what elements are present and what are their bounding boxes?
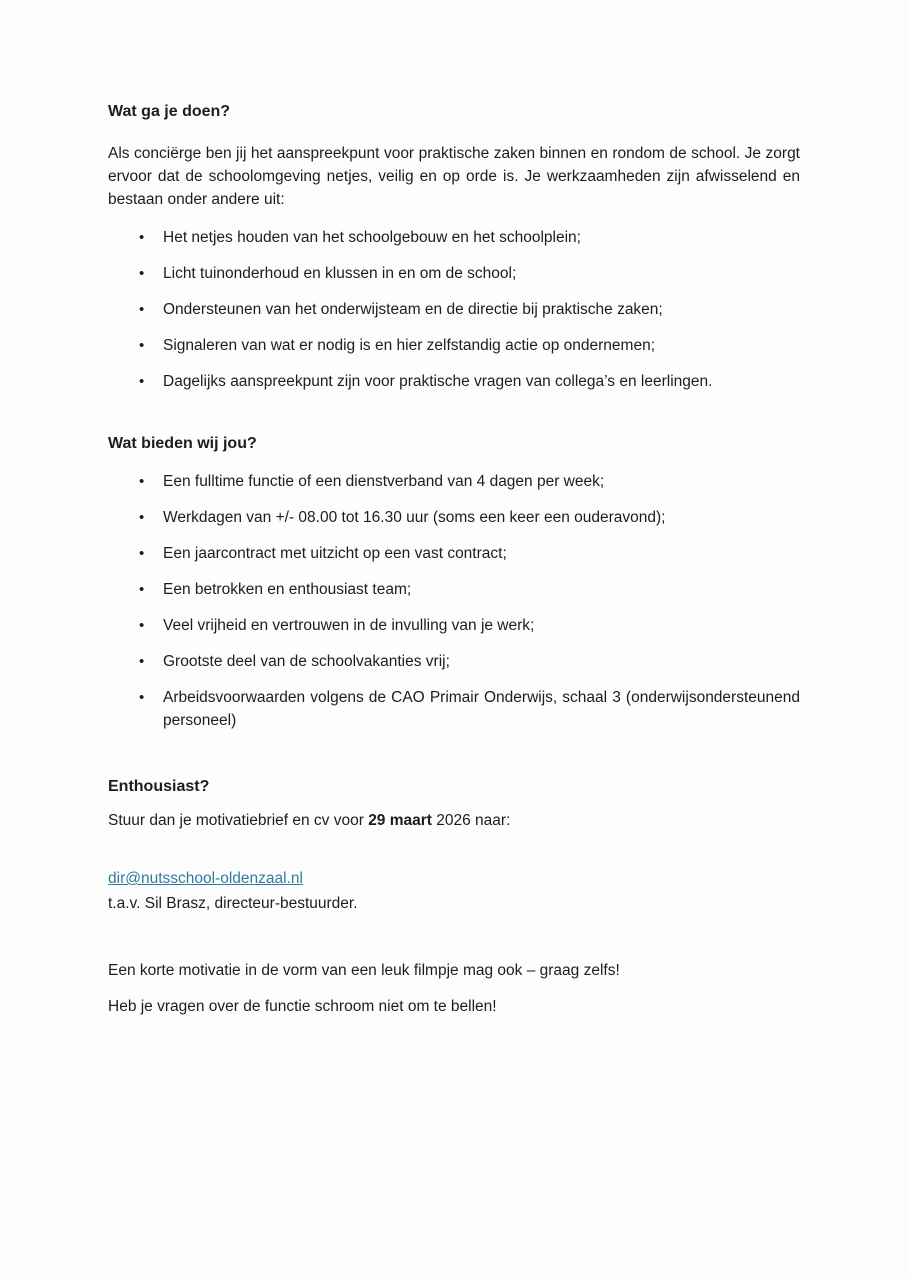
bullet-marker: • bbox=[139, 581, 145, 598]
list-item-text: Een fulltime functie of een dienstverband van 4 dagen per week; bbox=[163, 473, 605, 490]
tasks-list bbox=[108, 226, 800, 393]
section-heading-what-we-offer: Wat bieden wij jou? bbox=[108, 435, 257, 452]
list-item-text: Licht tuinonderhoud en klussen in en om de school; bbox=[163, 265, 517, 282]
section-what-you-do bbox=[108, 100, 800, 393]
section-what-we-offer bbox=[108, 432, 800, 732]
list-item bbox=[108, 578, 800, 601]
bullet-marker: • bbox=[139, 265, 145, 282]
bullet-marker: • bbox=[139, 301, 145, 318]
contact-block bbox=[108, 866, 800, 916]
email-link[interactable]: dir@nutsschool-oldenzaal.nl bbox=[108, 870, 303, 887]
list-item bbox=[108, 542, 800, 565]
list-item bbox=[108, 262, 800, 285]
list-item bbox=[108, 470, 800, 493]
list-item-text: Signaleren van wat er nodig is en hier zelfstandig actie op ondernemen; bbox=[163, 337, 656, 354]
bullet-marker: • bbox=[139, 545, 145, 562]
list-item-text: Veel vrijheid en vertrouwen in de invulling van je werk; bbox=[163, 617, 535, 634]
list-item-text: Arbeidsvoorwaarden volgens de CAO Primair Onderwijs, schaal 3 (onderwijsondersteunend personeel) bbox=[163, 689, 800, 729]
bullet-marker: • bbox=[139, 689, 145, 706]
list-item bbox=[108, 650, 800, 673]
list-item bbox=[108, 506, 800, 529]
section-heading-apply: Enthousiast? bbox=[108, 778, 210, 795]
bullet-marker: • bbox=[139, 653, 145, 670]
list-item bbox=[108, 334, 800, 357]
list-item-text: Grootste deel van de schoolvakanties vrij; bbox=[163, 653, 450, 670]
instruction-prefix: Stuur dan je motivatiebrief en cv voor bbox=[108, 812, 369, 829]
list-item bbox=[108, 370, 800, 393]
list-item-text: Het netjes houden van het schoolgebouw en het schoolplein; bbox=[163, 229, 581, 246]
bullet-marker: • bbox=[139, 473, 145, 490]
instruction-suffix: 2026 naar: bbox=[431, 812, 511, 829]
bullet-marker: • bbox=[139, 373, 145, 390]
attention-line: t.a.v. Sil Brasz, directeur-bestuurder. bbox=[108, 895, 358, 912]
bullet-marker: • bbox=[139, 509, 145, 526]
bullet-marker: • bbox=[139, 617, 145, 634]
list-item-text: Werkdagen van +/- 08.00 tot 16.30 uur (soms een keer een ouderavond); bbox=[163, 509, 666, 526]
list-item-text: Een jaarcontract met uitzicht op een vast contract; bbox=[163, 545, 507, 562]
list-item-text: Een betrokken en enthousiast team; bbox=[163, 581, 412, 598]
questions-note: Heb je vragen over de functie schroom niet om te bellen! bbox=[108, 998, 497, 1015]
list-item bbox=[108, 226, 800, 249]
list-item bbox=[108, 614, 800, 637]
list-item bbox=[108, 686, 800, 732]
video-note: Een korte motivatie in de vorm van een leuk filmpje mag ook – graag zelfs! bbox=[108, 962, 620, 979]
section-heading-what-you-do: Wat ga je doen? bbox=[108, 103, 231, 120]
application-instruction bbox=[108, 809, 800, 832]
bullet-marker: • bbox=[139, 229, 145, 246]
section-apply bbox=[108, 775, 800, 1018]
application-deadline: 29 maart bbox=[368, 812, 432, 829]
intro-paragraph: Als conciërge ben jij het aanspreekpunt voor praktische zaken binnen en rondom de school. Je zorgt ervoor dat de schoolomgeving netjes, veilig en op orde is. Je werkzaamheden zijn afwisselend en bestaan onder andere uit: bbox=[108, 145, 800, 208]
list-item-text: Dagelijks aanspreekpunt zijn voor praktische vragen van collega’s en leerlingen. bbox=[163, 373, 713, 390]
bullet-marker: • bbox=[139, 337, 145, 354]
list-item-text: Ondersteunen van het onderwijsteam en de directie bij praktische zaken; bbox=[163, 301, 663, 318]
list-item bbox=[108, 298, 800, 321]
offer-list bbox=[108, 470, 800, 732]
